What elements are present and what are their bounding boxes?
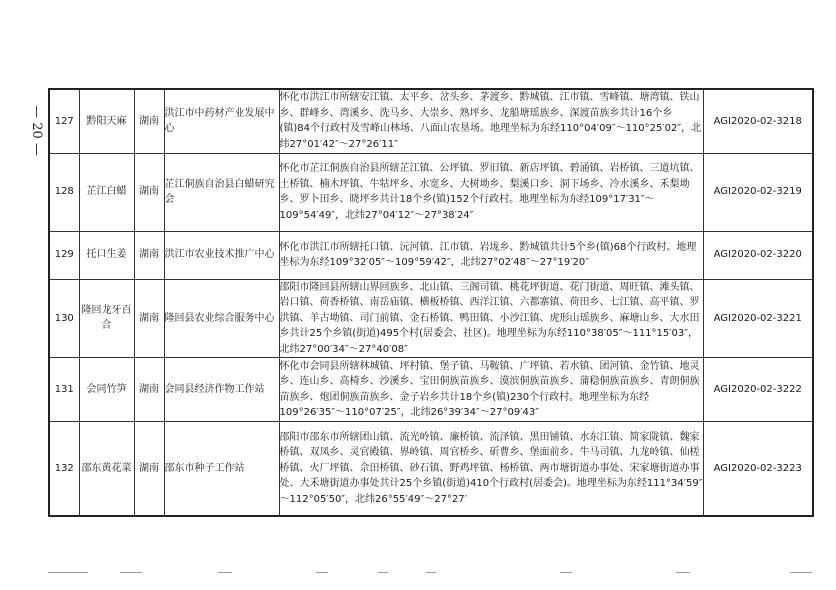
product-name: 隆回龙牙百合 — [79, 279, 134, 358]
scan-artifact-marks — [48, 568, 812, 578]
product-name: 会同竹笋 — [79, 358, 134, 422]
applicant-org: 芷江侗族自治县白蜡研究会 — [164, 153, 279, 231]
protection-area: 怀化市芷江侗族自治县所辖芷江镇、公坪镇、罗旧镇、新店坪镇、碧涌镇、岩桥镇、三道坑镇、土桥镇、楠木坪镇、牛牯坪乡、水宽乡、大树坳乡、梨溪口乡、洞下场乡、冷水溪乡、禾梨坳乡、罗卜田乡、晓坪乡共计18个乡(镇)152个行政村。地理坐标为东经109°17′31″～109°54′49″，北纬27°04′12″～27°38′24″ — [279, 153, 703, 231]
table-row — [49, 422, 813, 516]
product-name: 邵东黄花菜 — [79, 422, 134, 516]
row-number: 127 — [49, 89, 79, 153]
registration-code: AGI2020-02-3218 — [703, 89, 813, 153]
row-number: 129 — [49, 231, 79, 279]
table-row — [49, 358, 813, 422]
row-number: 132 — [49, 422, 79, 516]
row-number: 128 — [49, 153, 79, 231]
table-row — [49, 231, 813, 279]
province: 湖南 — [134, 231, 164, 279]
applicant-org: 洪江市中药材产业发展中心 — [164, 89, 279, 153]
applicant-org: 会同县经济作物工作站 — [164, 358, 279, 422]
table-row — [49, 279, 813, 358]
applicant-org: 邵东市种子工作站 — [164, 422, 279, 516]
row-number: 131 — [49, 358, 79, 422]
applicant-org: 洪江市农业技术推广中心 — [164, 231, 279, 279]
protection-area: 怀化市洪江市所辖安江镇、太平乡、岔头乡、茅渡乡、黔城镇、江市镇、雪峰镇、塘湾镇、铁山乡、群峰乡、湾溪乡、洗马乡、大崇乡、熟坪乡、龙船塘瑶族乡、深渡苗族乡共计16个乡(镇)84个行政村及雪峰山林场、八面山农垦场。地理坐标为东经110°04′09″～110°25′02″，北纬27°01′42″～27°26′11″ — [279, 89, 703, 153]
registration-code: AGI2020-02-3220 — [703, 231, 813, 279]
province: 湖南 — [134, 358, 164, 422]
registration-code: AGI2020-02-3221 — [703, 279, 813, 358]
province: 湖南 — [134, 89, 164, 153]
province: 湖南 — [134, 422, 164, 516]
table-row — [49, 153, 813, 231]
registration-code: AGI2020-02-3219 — [703, 153, 813, 231]
applicant-org: 隆回县农业综合服务中心 — [164, 279, 279, 358]
protection-area: 怀化市会同县所辖林城镇、坪村镇、堡子镇、马鞍镇、广坪镇、若水镇、团河镇、金竹镇、地灵乡、连山乡、高椅乡、沙溪乡、宝田侗族苗族乡、漠滨侗族苗族乡、蒲稳侗族苗族乡、青朗侗族苗族乡、炮团侗族苗族乡、金子岩乡共计18个乡(镇)230个行政村。地理坐标为东经109°26′35″～110°07′25″，北纬26°39′34″～27°09′43″ — [279, 358, 703, 422]
protection-area: 怀化市洪江市所辖托口镇、沅河镇、江市镇、岩垅乡、黔城镇共计5个乡(镇)68个行政村。地理坐标为东经109°32′05″～109°59′42″，北纬27°02′48″～27°19′20″ — [279, 231, 703, 279]
registration-code: AGI2020-02-3223 — [703, 422, 813, 516]
registry-table — [48, 88, 814, 517]
page-number — [28, 75, 44, 185]
protection-area: 邵阳市隆回县所辖山界回族乡、北山镇、三阁司镇、桃花坪街道、花门街道、周旺镇、滩头镇、岩口镇、荷香桥镇、南岳庙镇、横板桥镇、西洋江镇、六都寨镇、荷田乡、七江镇、高平镇、罗洪镇、羊古坳镇、司门前镇、金石桥镇、鸭田镇、小沙江镇、虎形山瑶族乡、麻塘山乡、大水田乡共计25个乡镇(街道)495个村(居委会、社区)。地理坐标为东经110°38′05″～111°15′03″，北纬27°00′34″～27°40′08″ — [279, 279, 703, 358]
province: 湖南 — [134, 153, 164, 231]
table-row — [49, 89, 813, 153]
registration-code: AGI2020-02-3222 — [703, 358, 813, 422]
product-name: 黔阳天麻 — [79, 89, 134, 153]
row-number: 130 — [49, 279, 79, 358]
page-number-text: — 20 — — [28, 104, 44, 156]
province: 湖南 — [134, 279, 164, 358]
product-name: 芷江白蜡 — [79, 153, 134, 231]
protection-area: 邵阳市邵东市所辖团山镇、流光岭镇、廉桥镇、流泽镇、黑田铺镇、水东江镇、简家陇镇、魏家桥镇、双凤乡、灵官殿镇、界岭镇、周官桥乡、斫曹乡、堡面前乡、牛马司镇、九龙岭镇、仙槎桥镇、火厂坪镇、佘田桥镇、砂石镇、野鸡坪镇、杨桥镇、两市塘街道办事处、宋家塘街道办事处、大禾塘街道办事处共计25个乡镇(街道)410个行政村(居委会)。地理坐标为东经111°34′59″～112°05′50″，北纬26°55′49″～27°27′ — [279, 422, 703, 516]
product-name: 托口生姜 — [79, 231, 134, 279]
